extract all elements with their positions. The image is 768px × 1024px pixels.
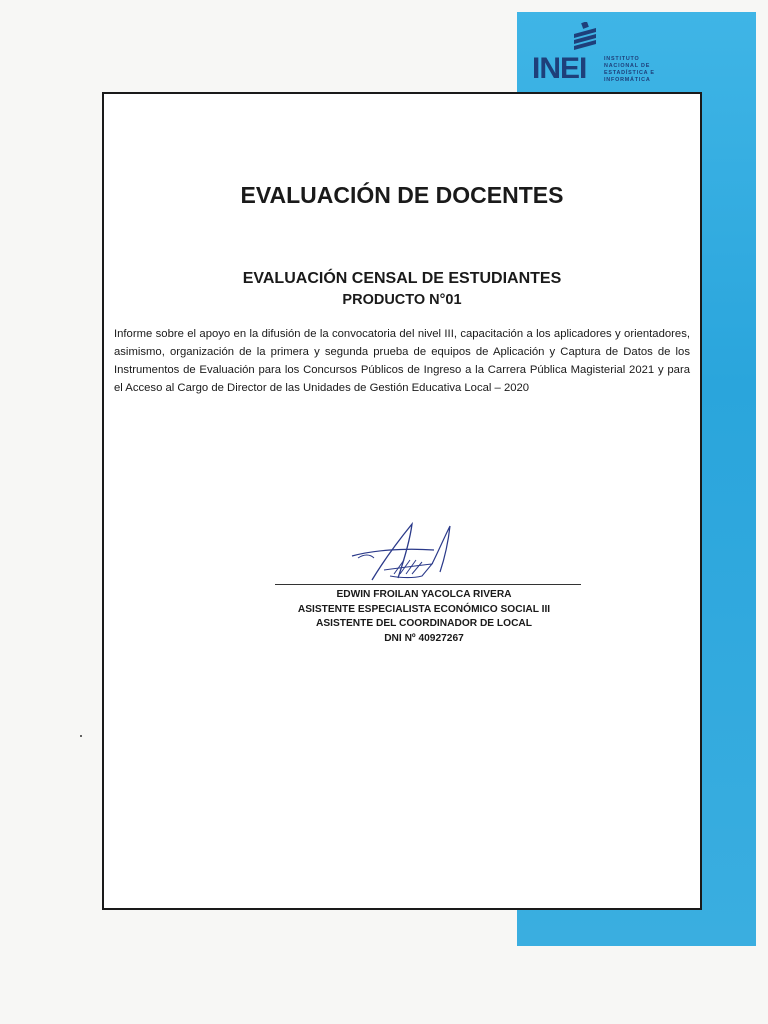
document-title: EVALUACIÓN DE DOCENTES [240, 182, 564, 208]
signatory-position: ASISTENTE DEL COORDINADOR DE LOCAL [315, 618, 533, 629]
logo-wordmark: INEI [532, 52, 587, 85]
product-number: PRODUCTO N°01 [342, 292, 462, 308]
logo-subtitle: INSTITUTO NACIONAL DE ESTADÍSTICA E INFORMÁTICA [604, 56, 655, 83]
signatory-name: EDWIN FROILAN YACOLCA RIVERA [336, 589, 512, 600]
signatory-role: ASISTENTE ESPECIALISTA ECONÓMICO SOCIAL III [297, 603, 551, 615]
document-subtitle: EVALUACIÓN CENSAL DE ESTUDIANTES [242, 270, 562, 287]
document-frame [102, 92, 702, 910]
inei-logo [532, 18, 672, 93]
handwritten-signature [344, 520, 484, 590]
signatory-block [244, 588, 604, 646]
inei-emblem-icon [572, 22, 598, 54]
document-body: Informe sobre el apoyo en la difusión de la convocatoria del nivel III, capacitación a los aplicadores y orientadores, asimismo, organización de la primera y segunda prueba de equipos de Aplicación y Captura de Datos de los Instrumentos de Evaluación para los Concursos Públicos de Ingreso a la Carrera Pública Magisterial 2021 y para el Acceso al Cargo de Director de las Unidades de Gestión Educativa Local – 2020 [114, 328, 690, 394]
signature-line [275, 584, 581, 585]
signatory-dni: DNI Nº 40927267 [384, 632, 464, 644]
stray-mark [80, 735, 82, 737]
